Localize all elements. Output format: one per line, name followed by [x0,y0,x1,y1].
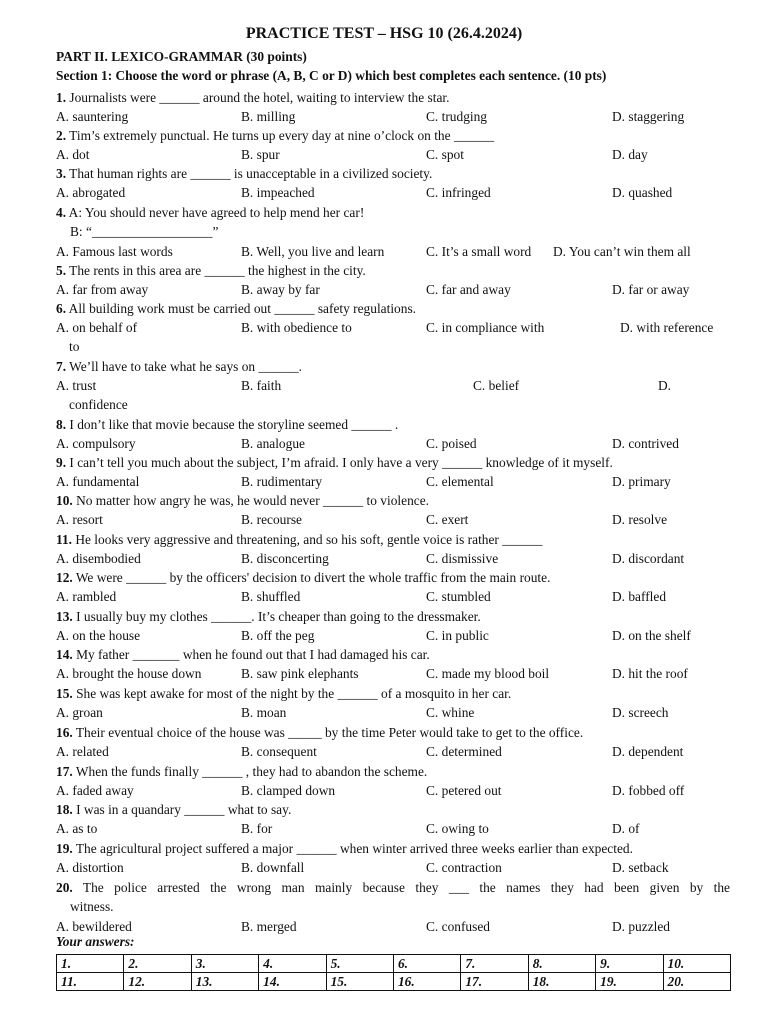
question-text: That human rights are ______ is unacceptable in a civilized society. [66,166,433,181]
question-stem [56,262,730,280]
question-number: 14. [56,647,73,662]
option-d: D. setback [612,860,669,875]
question-stem [56,165,730,183]
option-d: D. fobbed off [612,783,685,798]
question-stem [56,763,730,781]
option-a: A. groan [56,705,103,720]
question-stem [56,646,730,664]
question-stem [56,801,730,819]
question-number: 6. [56,301,67,316]
answer-table [56,954,731,991]
question-stem [56,492,730,510]
option-b: B. impeached [241,185,315,200]
question-number: 11. [56,532,72,547]
question-stem [56,416,730,434]
answer-cell[interactable]: 10. [663,955,730,973]
page-title: PRACTICE TEST – HSG 10 (26.4.2024) [245,25,523,42]
question-text: The rents in this area are ______ the highest in the city. [66,263,366,278]
question-text: I don’t like that movie because the storyline seemed ______ . [66,417,399,432]
option-a: A. as to [56,821,98,836]
option-b: B. analogue [241,436,305,451]
option-b: B. faith [241,378,282,393]
option-d: D. contrived [612,436,679,451]
option-a: A. abrogated [56,185,126,200]
question-text: He looks very aggressive and threatening, and so his soft, gentle voice is rather ______ [72,532,543,547]
option-d: D. baffled [612,589,667,604]
question-stem [56,204,730,222]
option-c: C. petered out [426,783,502,798]
question-stem [56,454,730,472]
option-c: C. owing to [426,821,489,836]
question-number: 19. [56,841,73,856]
option-d: D. You can’t win them all [553,244,691,259]
option-d: D. puzzled [612,919,671,934]
option-b: B. moan [241,705,287,720]
option-b: B. spur [241,147,280,162]
question-stem [56,724,730,742]
option-c: C. stumbled [426,589,491,604]
question-number: 12. [56,570,73,585]
question-text: We were ______ by the officers' decision to divert the whole traffic from the main route. [72,570,551,585]
question-number: 10. [56,493,73,508]
option-wrap: confidence [69,397,128,412]
question-text: I can’t tell you much about the subject, I’m afraid. I only have a very ______ knowledge of it myself. [66,455,613,470]
option-a: A. Famous last words [56,244,173,259]
question-number: 7. [56,359,67,374]
question-stem [56,879,730,897]
option-b: B. milling [241,109,296,124]
option-b: B. consequent [241,744,317,759]
answer-cell[interactable]: 1. [57,955,124,973]
option-b: B. recourse [241,512,302,527]
option-a: A. far from away [56,282,149,297]
question-number: 3. [56,166,67,181]
option-a: A. distortion [56,860,124,875]
question-number: 13. [56,609,73,624]
answer-cell[interactable]: 9. [596,955,663,973]
option-c: C. belief [473,378,520,393]
option-a: A. faded away [56,783,134,798]
question-number: 18. [56,802,73,817]
option-d: D. staggering [612,109,685,124]
option-c: C. trudging [426,109,488,124]
option-a: A. compulsory [56,436,136,451]
question-number: 5. [56,263,67,278]
question-text: No matter how angry he was, he would never ______ to violence. [72,493,429,508]
answer-cell[interactable]: 13. [191,973,258,991]
option-b: B. saw pink elephants [241,666,359,681]
question-number: 16. [56,725,73,740]
option-b: B. downfall [241,860,305,875]
option-c: C. dismissive [426,551,499,566]
answer-cell[interactable]: 17. [461,973,528,991]
option-wrap: to [69,339,80,354]
question-stem-wrap: witness. [70,899,114,914]
option-c: C. determined [426,744,502,759]
answer-cell[interactable]: 16. [393,973,460,991]
option-a: A. bewildered [56,919,132,934]
question-number: 17. [56,764,73,779]
question-stem [56,569,730,587]
answer-cell[interactable]: 18. [528,973,595,991]
option-a: A. on the house [56,628,141,643]
option-c: C. elemental [426,474,494,489]
option-d: D. quashed [612,185,673,200]
question-stem [56,531,730,549]
option-d: D. on the shelf [612,628,691,643]
option-c: C. in compliance with [426,320,545,335]
option-b: B. with obedience to [241,320,352,335]
answer-cell[interactable]: 19. [596,973,663,991]
option-c: C. confused [426,919,490,934]
option-b: B. rudimentary [241,474,323,489]
question-dialogue-line: B: “__________________” [70,224,219,239]
question-text: She was kept awake for most of the night by the ______ of a mosquito in her car. [72,686,512,701]
answer-cell[interactable]: 12. [124,973,191,991]
answer-cell[interactable]: 5. [326,955,393,973]
question-text: When the funds finally ______ , they had to abandon the scheme. [72,764,428,779]
option-d: D. resolve [612,512,668,527]
option-a: A. fundamental [56,474,140,489]
question-text: All building work must be carried out ______ safety regulations. [66,301,417,316]
question-text: Tim’s extremely punctual. He turns up every day at nine o’clock on the ______ [66,128,495,143]
option-c: C. It’s a small word [426,244,532,259]
option-d: D. primary [612,474,671,489]
option-a: A. disembodied [56,551,141,566]
option-b: B. off the peg [241,628,315,643]
answer-cell[interactable]: 6. [393,955,460,973]
option-b: B. clamped down [241,783,336,798]
question-text: The agricultural project suffered a major ______ when winter arrived three weeks earlier than expected. [72,841,633,856]
question-text: A: You should never have agreed to help mend her car! [66,205,365,220]
option-b: B. away by far [241,282,320,297]
question-number: 8. [56,417,67,432]
question-text: I usually buy my clothes ______. It’s cheaper than going to the dressmaker. [72,609,481,624]
option-c: C. infringed [426,185,491,200]
answer-cell[interactable]: 20. [663,973,730,991]
answer-cell[interactable]: 4. [259,955,326,973]
option-d: D. hit the roof [612,666,688,681]
question-stem [56,127,730,145]
question-stem [56,300,730,318]
option-a: A. related [56,744,109,759]
option-a: A. trust [56,378,97,393]
question-number: 20. [56,880,73,895]
question-number: 9. [56,455,67,470]
question-text: I was in a quandary ______ what to say. [72,802,292,817]
answer-row [57,955,731,973]
option-d: D. screech [612,705,669,720]
question-number: 1. [56,90,67,105]
option-d: D. dependent [612,744,684,759]
option-d: D. [658,378,672,393]
answer-cell[interactable]: 15. [326,973,393,991]
answer-cell[interactable]: 11. [57,973,124,991]
option-a: A. sauntering [56,109,129,124]
option-c: C. spot [426,147,464,162]
option-c: C. contraction [426,860,502,875]
question-number: 4. [56,205,67,220]
option-c: C. whine [426,705,475,720]
option-d: D. day [612,147,648,162]
answer-cell[interactable]: 2. [124,955,191,973]
option-d: D. far or away [612,282,690,297]
question-stem [56,608,730,626]
question-text: My father _______ when he found out that I had damaged his car. [72,647,430,662]
option-b: B. shuffled [241,589,301,604]
option-d: D. discordant [612,551,685,566]
option-b: B. disconcerting [241,551,329,566]
option-a: A. on behalf of [56,320,138,335]
answer-cell[interactable]: 8. [528,955,595,973]
part-heading: PART II. LEXICO-GRAMMAR (30 points) [56,49,307,64]
option-b: B. for [241,821,273,836]
option-a: A. resort [56,512,103,527]
option-c: C. poised [426,436,477,451]
question-stem [56,685,730,703]
question-text: Journalists were ______ around the hotel, waiting to interview the star. [66,90,450,105]
option-c: C. exert [426,512,469,527]
section-heading: Section 1: Choose the word or phrase (A, B, C or D) which best completes each sentence. (10 pts) [56,68,607,83]
answer-row [57,973,731,991]
answer-cell[interactable]: 7. [461,955,528,973]
option-c: C. far and away [426,282,511,297]
question-stem [56,358,730,376]
option-b: B. merged [241,919,297,934]
answer-cell[interactable]: 14. [259,973,326,991]
question-number: 2. [56,128,67,143]
question-stem [56,89,730,107]
question-stem [56,840,730,858]
question-text: The police arrested the wrong man mainly because they ___ the names they had been given by the [72,880,730,895]
option-d: D. with reference [620,320,714,335]
option-d: D. of [612,821,640,836]
answers-label: Your answers: [56,934,135,949]
option-b: B. Well, you live and learn [241,244,385,259]
option-a: A. brought the house down [56,666,202,681]
option-a: A. rambled [56,589,117,604]
question-text: We’ll have to take what he says on ______. [66,359,302,374]
option-a: A. dot [56,147,90,162]
option-c: C. in public [426,628,489,643]
option-c: C. made my blood boil [426,666,550,681]
question-number: 15. [56,686,73,701]
answer-cell[interactable]: 3. [191,955,258,973]
question-text: Their eventual choice of the house was _____ by the time Peter would take to get to the office. [72,725,584,740]
